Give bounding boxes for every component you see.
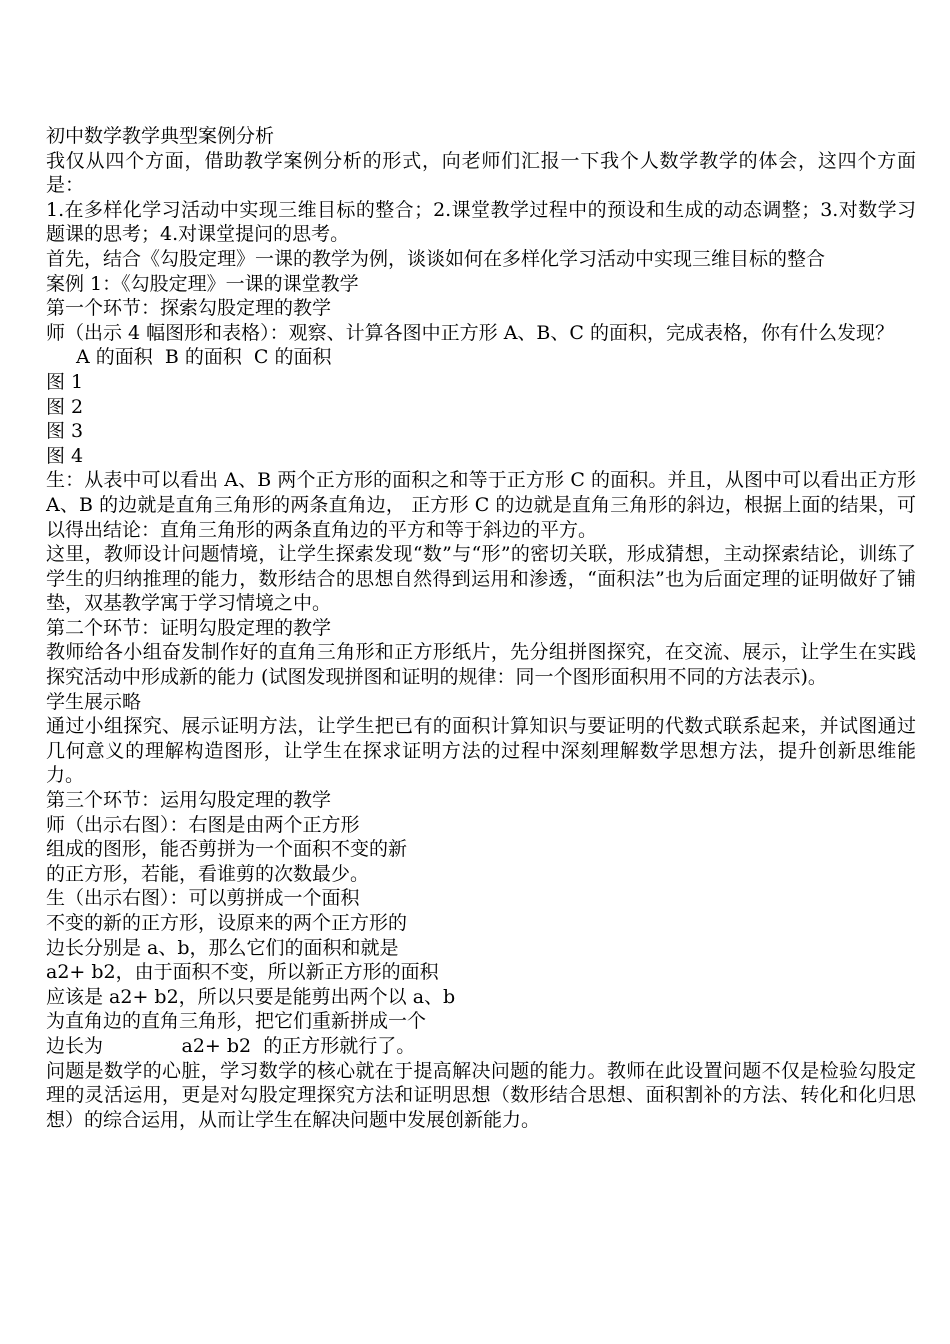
four-points-paragraph: 1.在多样化学习活动中实现三维目标的整合；2.课堂教学过程中的预设和生成的动态调整；3.对数学习题课的思考；4.对课堂提问的思考。 bbox=[46, 198, 916, 246]
student-answer-3-line: 不变的新的正方形，设原来的两个正方形的 bbox=[46, 912, 408, 934]
first-aspect-paragraph: 首先，结合《勾股定理》一课的教学为例，谈谈如何在多样化学习活动中实现三维目标的整合 bbox=[46, 247, 826, 270]
teacher-prompt-3-line: 师（出示右图）：右图是由两个正方形 bbox=[46, 813, 360, 836]
student-answer-3-line: 生（出示右图）：可以剪拼成一个面积 bbox=[46, 887, 360, 910]
student-answer-3-line: 应该是 a2+ b2，所以只要是能剪出两个以 a、b bbox=[46, 985, 456, 1008]
student-answer-3-line: a2+ b2，由于面积不变，所以新正方形的面积 bbox=[46, 961, 439, 984]
figure-label: 图 3 bbox=[46, 420, 84, 443]
stage-3-title: 第三个环节：运用勾股定理的教学 bbox=[46, 789, 332, 812]
teacher-prompt-1: 师（出示 4 幅图形和表格）：观察、计算各图中正方形 A、B、C 的面积，完成表格，你有什么发现？ bbox=[46, 321, 894, 344]
student-answer-3-line: 边长分别是 a、b，那么它们的面积和就是 bbox=[46, 936, 399, 959]
comment-paragraph-2: 通过小组探究、展示证明方法，让学生把已有的面积计算知识与要证明的代数式联系起来，并试图通过几何意义的理解构造图形，让学生在探求证明方法的过程中深刻理解数学思想方法，提升创新思维能力。 bbox=[46, 715, 916, 787]
intro-paragraph: 我仅从四个方面，借助教学案例分析的形式，向老师们汇报一下我个人数学教学的体会，这四个方面是： bbox=[46, 149, 916, 197]
student-answer-1: 生：从表中可以看出 A、B 两个正方形的面积之和等于正方形 C 的面积。并且，从图中可以看出正方形 A、B 的边就是直角三角形的两条直角边， 正方形 C 的边就是直角三角形的斜边，根据上面的结果，可以得出结论：直角三角形的两条直角边的平方和等于斜边的平方。 bbox=[46, 469, 916, 541]
stage-1-title: 第一个环节：探索勾股定理的教学 bbox=[46, 297, 332, 320]
area-table-header: A 的面积 B 的面积 C 的面积 bbox=[76, 346, 332, 369]
figure-label: 图 1 bbox=[46, 370, 84, 393]
student-answer-3-line: 边长为 a2+ b2 的正方形就行了。 bbox=[46, 1034, 416, 1057]
document-title: 初中数学教学典型案例分析 bbox=[46, 125, 275, 147]
teacher-prompt-2: 教师给各小组奋发制作好的直角三角形和正方形纸片，先分组拼图探究，在交流、展示，让学生在实践探究活动中形成新的能力 (试图发现拼图和证明的规律：同一个图形面积用不同的方法表示)。 bbox=[46, 641, 916, 689]
case-title: 案例 1：《勾股定理》一课的课堂教学 bbox=[46, 272, 359, 295]
teacher-prompt-3-line: 组成的图形，能否剪拼为一个面积不变的新 bbox=[46, 838, 408, 861]
figure-label: 图 4 bbox=[46, 444, 84, 467]
figure-label: 图 2 bbox=[46, 395, 84, 418]
teacher-prompt-3-line: 的正方形，若能，看谁剪的次数最少。 bbox=[46, 862, 370, 885]
stage-2-title: 第二个环节：证明勾股定理的教学 bbox=[46, 616, 332, 639]
student-answer-2: 学生展示略 bbox=[46, 690, 142, 713]
comment-paragraph-1: 这里，教师设计问题情境，让学生探索发现“数”与“形”的密切关联，形成猜想，主动探索结论，训练了学生的归纳推理的能力，数形结合的思想自然得到运用和渗透，“面积法”也为后面定理的证明做好了铺垫，双基教学寓于学习情境之中。 bbox=[46, 543, 916, 615]
comment-paragraph-3: 问题是数学的心脏，学习数学的核心就在于提高解决问题的能力。教师在此设置问题不仅是检验勾股定理的灵活运用，更是对勾股定理探究方法和证明思想（数形结合思想、面积割补的方法、转化和化归思想）的综合运用，从而让学生在解决问题中发展创新能力。 bbox=[46, 1059, 916, 1131]
student-answer-3-line: 为直角边的直角三角形，把它们重新拼成一个 bbox=[46, 1010, 427, 1033]
